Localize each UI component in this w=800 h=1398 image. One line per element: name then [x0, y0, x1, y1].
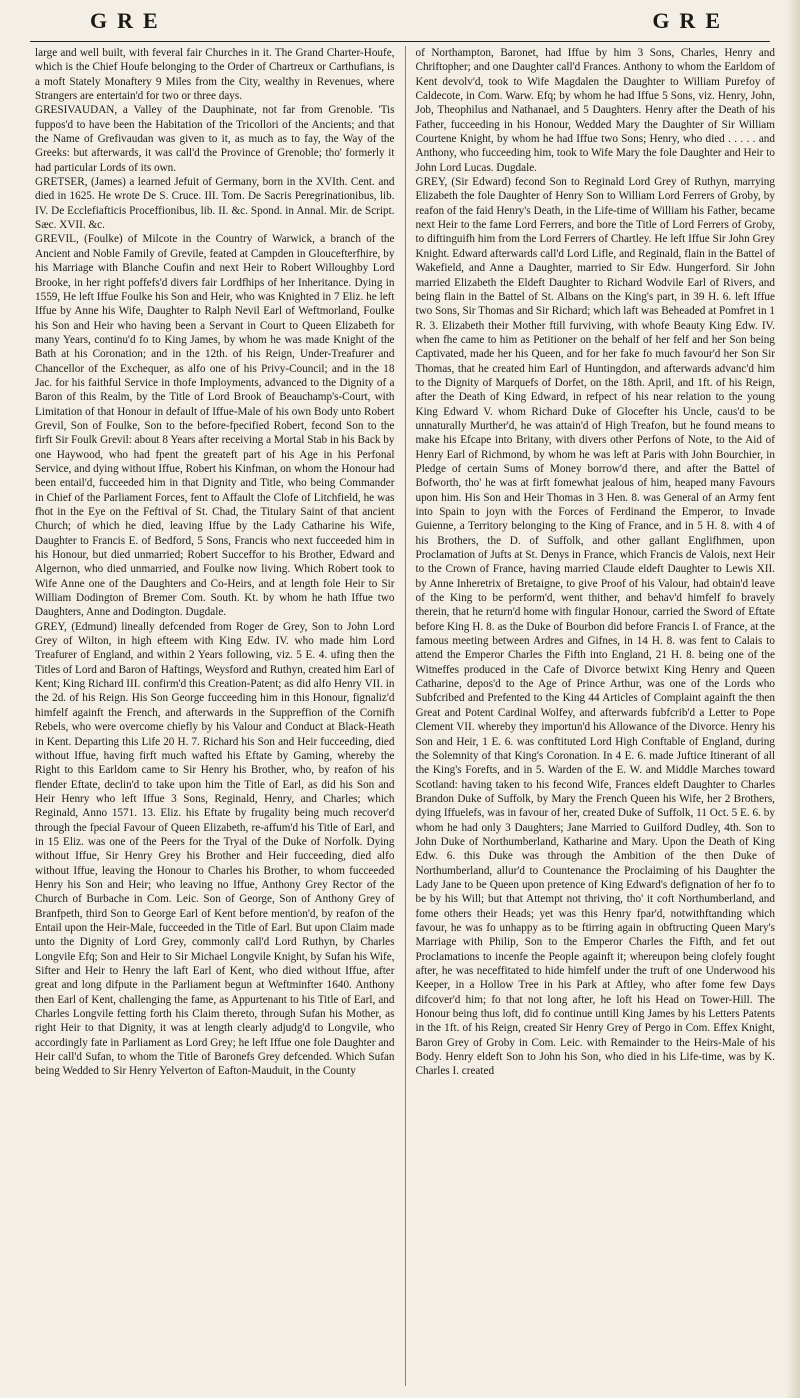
entry-gresivaudan: GRESIVAUDAN, a Valley of the Dauphinate, not far from Grenoble. 'Tis fuppos'd to have been the Habitation of the Tricollori of the Ancients; and that the Name of Grefivaudan was given to it, as much as to fay, the Way of the Greeks: but afterwards, it was call'd the Province of Grenoble; tho' formerly it had particular Lords of its own.: [35, 104, 395, 174]
entry-continuation: of Northampton, Baronet, had Iffue by him 3 Sons, Charles, Henry and Chriftopher; and one Daughter call'd Frances. Anthony to whom the Earldom of Kent devolv'd, took to Wife Magdalen the Daughter to William Purefoy of Caldecote, in Com. Warw. Efq; by whom he had Iffue 5 Sons, viz. Henry, John, Job, Theophilus and Nathanael, and 5 Daughters. Henry after the Death of his Father, fucceeding in his Honour, Wedded Mary the Daughter of Sir William Courtene Knight, by whom he had Iffue two Sons; Henry, who died . . . . . and Anthony, who fucceeding him, took to Wife Mary the fole Daughter and Heir to John Lord Lucas. Dugdale.: [415, 47, 775, 174]
entry-grey-edmund: GREY, (Edmund) lineally defcended from Roger de Grey, Son to John Lord Grey of Wilton, in high efteem with King Edw. IV. who made him Lord Treafurer of England, and within 2 Years following, viz. 5 E. 4. ufing then the Titles of Lord and Baron of Haftings, Weysford and Ruthyn, created him Earl of Kent; King Richard III. confirm'd this Creation-Patent; as did alfo Henry VII. in the 2d. of his Reign. His Son George fucceeding him in this Honour, fignaliz'd himfelf againft the French, and afterwards in the Suppreffion of the Cornifh Rebels, who were overcome chiefly by his Valour and Conduct at Black-Heath in Kent. Departing this Life 20 H. 7. Richard his Son and Heir fucceeding, died without Iffue, having firft much wafted his Eftate by Gaming, whereby the Right to this Earldom came to Sir Henry his Brother, who, by reafon of his flender Eftate, declin'd to take upon him the Title of Earl, as did his Son and Heir Henry who left Iffue 3 Sons, Reginald, Henry, and Charles; which Reginald, Anno 1571. 13. Eliz. his Eftate by frugality being much recover'd through the fpecial Favour of Queen Elizabeth, re-affum'd his Title of Earl, and in 15 Eliz. was one of the Peers for the Tryal of the Duke of Norfolk. Dying without Iffue, Sir Henry Grey his Brother and Heir fucceeding, died alfo without Iffue, leaving the Honour to Charles his Brother, to whom fucceeded Henry his Son and Heir; who leaving no Iffue, Anthony Grey Rector of the Church of Burbache in Com. Leic. Son of George, Son of Anthony Grey of Branfpeth, third Son to George Earl of Kent before mention'd, by reafon of the Entail upon the Heir-Male, fucceeded in the Title of Earl. But upon Claim made unto the Dignity of Lord Grey, commonly call'd Lord Ruthyn, by Charles Longvile Efq; Son and Heir to Sir Michael Longvile Knight, by Sufan his Wife, Sifter and Heir to Henry the laft Earl of Kent, who died without Iffue, after great and long difpute in the Parliament begun at Weftminfter 1640. Anthony then Earl of Kent, challenging the fame, as Appurtenant to his Title of Earl, and Charles Longvile fetting forth his Claim thereto, through Sufan his Mother, as right Heir to that Dignity, it was at length clearly adjudg'd to Longvile, who accordingly fate in Parliament as Lord Grey; he left Iffue one fole Daughter and Heir call'd Sufan, to whom the Title of Baronefs Grey defcended. Which Sufan being Wedded to Sir Henry Yelverton of Eafton-Mauduit, in the County: [35, 620, 395, 1078]
running-head-right: GRE: [652, 8, 730, 33]
text-columns: [35, 46, 775, 1386]
entry-gretser: GRETSER, (James) a learned Jefuit of Germany, born in the XVIth. Cent. and died in 1625. He wrote De S. Cruce. III. Tom. De Sacris Peregrinationibus, lib. IV. De Ecclefiafticis Proceffionibus, lib. II. &c. Spond. in Annal. Mir. de Script. Sæc. XVII. &c.: [35, 176, 395, 232]
left-column: [35, 46, 395, 1386]
entry-paragraph: large and well built, with feveral fair Churches in it. The Grand Charter-Houfe, which is the Chief Houfe belonging to the Order of Chartreux or Carthufians, is a moft Stately Monaftery 9 Miles from the City, wealthy in Revenues, where Strangers are entertain'd for two or three days.: [35, 47, 395, 103]
page-header: [30, 8, 770, 38]
column-divider: [405, 46, 406, 1386]
entry-grey-edward: GREY, (Sir Edward) fecond Son to Reginald Lord Grey of Ruthyn, marrying Elizabeth the fole Daughter of Henry Son to William Lord Ferrers of Groby, by reafon of the faid Henry's Death, in the Life-time of William his Father, became next Heir to the fame Lord Ferrers, and bore the Title of Lord Ferrers of Groby, to diftinguifh him from the Lord Ferrers of Chartley. He left Iffue Sir John Grey Knight. Edward afterwards call'd Lord Lifle, and Reginald, flain in the Battel of Wakefield, and Anne a Daughter, married to Sir Edw. Hungerford. Sir John married Elizabeth the Eldeft Daughter to Richard Wodvile Earl of Rivers, and being flain in the Battel of St. Albans on the King's part, in 39 H. 6. left Iffue two Sons, Sir Thomas and Sir Richard; which laft was Beheaded at Pomfret in 1 R. 3. Elizabeth their Mother ftill furviving, with whofe Beauty King Edw. IV. when fhe came to him as Petitioner on the behalf of her felf and her Son being Captivated, made her his Queen, and for her fake fo much favour'd her Son Sir Thomas, that he created him Earl of Huntingdon, and afterwards advanc'd him to the Dignity of Marquefs of Dorfet, on the 18th. April, and 1ft. of his Reign, after the Death of King Edward, in refpect of his near relation to the young King Edward V. whom Richard Duke of Glocefter his Uncle, caus'd to be unnaturally Murther'd, he was attain'd of High Treafon, but he found means to make his Efcape into Britany, with divers other Perfons of Note, to the Aid of Henry Earl of Richmond, by whom he was left at Paris with John Bourchier, in Pledge of certain Sums of Money borrow'd there, and after the Battel of Bofworth, tho' he was at firft fomewhat jealous of him, heaped many Favours upon him. His Son and Heir Thomas in 3 Hen. 8. was General of an Army fent into Spain to joyn with the Forces of Ferdinand the Emperor, to Invade Guienne, a Territory belonging to the King of France, and in 5 H. 8. with 4 of his Brothers, the D. of Suffolk, and other gallant Englifhmen, upon Proclamation of Jufts at St. Denys in France, which Francis de Valois, next Heir to the Crown of France, having married Claude eldeft Daughter to Lewis XII. by Anne Inheretrix of Bretaigne, to give Proof of his Valour, had obtain'd leave of the King to be perform'd, went thither, and behav'd himfelf fo bravely therein, that he return'd home with fingular Honour, carried the Sword of Eftate before King H. 8. as the Duke of Bourbon did before Francis I. of France, at the famous meeting between Ardres and Gifnes, in 14 H. 8. was fent to Calais to attend the Emperor Charles the Fifth into England, 21 H. 8. being one of the Witneffes produced in the Cafe of Divorce betwixt King Henry and Queen Catharine, depos'd to the Age of Prince Arthur, was one of the Lords who Subfcribed and Prefented to the King 44 Articles of Complaint againft the then Great and Potent Cardinal Wolfey, and afterwards fubfcrib'd a Letter to Pope Clement VII. whereby they importun'd his Allowance of the Divorce. Henry his Son and Heir, 1 E. 6. was conftituted Lord High Conftable of England, during the Solemnity of that King's Coronation. In 4 E. 6. made Juftice Itinerant of all the King's Forefts, and in 5. Warden of the E. W. and Middle Marches toward Scotland: having taken to his fecond Wife, Frances eldeft Daughter to Charles Brandon Duke of Suffolk, by Mary the French Queen his Wife, her 2 Brothers, dying Iffuelefs, was in favour of her, created Duke of Suffolk, 11 Oct. 5 E. 6. by whom he had only 3 Daughters; Jane Married to Guilford Dudley, 4th. Son to John Duke of Northumberland, Katharine and Mary. Upon the Death of King Edw. 6. this Duke was through the Ambition of the then Duke of Northumberland, allur'd to Countenance the Proclaiming of his Daughter the Lady Jane to be Queen upon pretence of King Edward's defignation of her fo to be by his Will; but that Attempt not thriving, tho' it coft Northumberland, and fome others their Heads; yet was this Henry fpar'd, notwithftanding which favour, he was fo unhappy as to be ftirring again in obftructing Queen Mary's Marriage with Philip, Son to the Emperor Charles the Fifth, and fet out Proclamations to incenfe the People againft it; whereupon being clofely fought after, he was neceffitated to hide himfelf under the truft of one Underwood his Keeper, in a Hollow Tree in his Park at Aftley, who after fome few Days difcover'd him; fo that not long after, he loft his Head on Tower-Hill. The Honour being thus loft, did fo continue untill King James by his Letters Patents in the 1ft. of his Reign, created Sir Henry Grey of Pergo in Com. Effex Knight, Baron Grey of Groby in Com. Leic. with Remainder to the Heirs-Male of his Body. Henry eldeft Son to John his Son, who died in his Life-time, was by K. Charles I. created: [415, 176, 775, 1078]
right-column: [415, 46, 775, 1386]
entry-grevil: GREVIL, (Foulke) of Milcote in the Country of Warwick, a branch of the Ancient and Noble Family of Grevile, feated at Campden in Gloucefterfhire, by his Marriage with Blanche Coufin and next Heir to Robert Willoughby Lord Brooke, in her right poffefs'd divers fair Lordfhips of her Inheritance. Dying in 1559, He left Iffue Foulke his Son and Heir, who was Knighted in 7 Eliz. he left Iffue by Anne his Wife, Daughter to Ralph Nevil Earl of Weftmorland, Foulke his Son and Heir who having been a Servant in Court to Queen Elizabeth for many Years, continu'd fo to King James, by whom he was made Knight of the Bath at his Coronation; and in the 12th. of his Reign, Under-Treafurer and Chancellor of the Exchequer, as alfo one of his Privy-Council; and in the 18 Jac. for his faithful Service in thofe Imployments, advanced to the Dignity of a Baron of this Realm, by the Title of Lord Brook of Beauchamp's-Court, with Limitation of that Honour in default of Iffue-Male of his own Body unto Robert Grevil, Son of Foulke, Son to the before-fpecified Robert, fecond Son to the firft Sir Foulk Grevil: about 8 Years after receiving a Mortal Stab in his Back by one Haywood, who had fpent the greateft part of his Age in his Perfonal Service, and dying without Iffue, Robert his Kinfman, on whom the Honour had been entail'd, fucceeded him in that Dignity and Title, who being Commander in Chief of the Parliament Forces, fent to Affault the Clofe of Litchfield, he was fhot in the Eye on the Feftival of St. Chad, the Titulary Saint of that ancient Church; of which he died, leaving Iffue by the Lady Catharine his Wife, Daughter to Francis E. of Bedford, 5 Sons, Francis who next fucceeded him in his Honour, but died unmarried; Robert Succeffor to his Brother, Edward and Algernon, who died unmarried, and Foulke now living. Which Robert took to Wife Anne one of the Daughters and Co-Heirs, and at length fole Heir to Sir William Dodington of Bremer Com. South. Kt. by whom he hath Iffue two Daughters, Anne and Dodington. Dugdale.: [35, 233, 395, 619]
running-head-left: GRE: [90, 8, 168, 33]
header-rule: [30, 41, 770, 42]
scan-edge-shadow: [786, 0, 800, 1398]
